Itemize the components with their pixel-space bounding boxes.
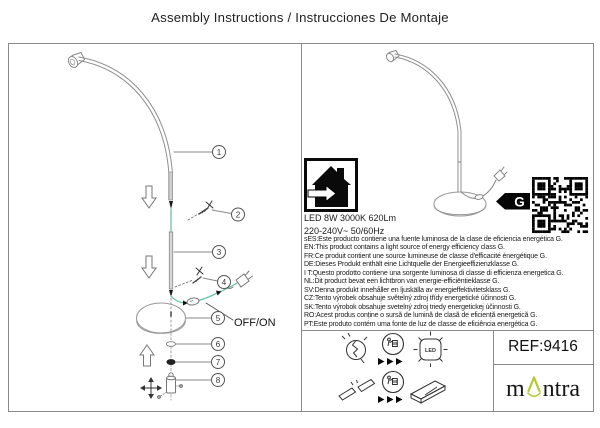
svg-text:8: 8 [215,375,221,385]
energy-line: CZ:Tento výrobek obsahuje světelný zdroj třídy energetické účinnosti G. [304,295,516,303]
broken-bulb-icon [342,333,367,363]
callout-1 [174,146,226,159]
svg-text:6: 6 [215,339,221,349]
energy-class-letter: G [514,194,525,210]
energy-line: sES:Este producto contiene una fuente luminosa de la clase de eficiencia energética G. [304,236,563,243]
svg-text:2: 2 [235,210,241,220]
energy-line: FR:Ce produit contient une source lumineuse de classe d'efficacité énergétique G. [304,252,547,260]
down-arrow-icon [142,186,156,208]
energy-line: I T:Questo prodotto contiene una sorgente luminosa di classe di efficienza energetica G. [304,269,564,277]
callout-7 [176,356,225,369]
energy-line: EN:This product contains a light source of energy efficiency class G. [304,244,505,252]
callout-5 [186,312,225,325]
base [137,303,186,333]
qr-code [530,175,590,235]
callouts [174,146,245,387]
energy-label-house-icon [306,160,357,211]
arc-arm [79,57,173,200]
offon-label: OFF/ON [234,317,276,329]
broken-tube-icon [339,380,375,401]
exploded-lamp-diagram [66,53,275,401]
callout-4 [203,276,231,289]
arm-connector-tip [169,201,173,209]
replace-with-led-icons [339,332,448,404]
energy-line: PT:Este produto contém uma fonte de luz de classe de eficiência energética G. [304,320,538,328]
screw-icon-4 [175,267,203,287]
callout-3 [174,246,226,259]
spacer-part [167,342,176,347]
svg-text:7: 7 [215,357,221,367]
move-cross-icon [141,378,161,398]
stem-part [158,373,183,399]
led-bulb-icon [414,332,448,368]
led-tube-icon [411,381,445,403]
energy-line: RO:Acest produs conține o sursă de lumină de clasă de eficiență energetică G. [304,312,538,320]
pole-section [169,232,172,289]
spec-line-2: 220-240V~ 50/60Hz [304,225,385,236]
brand-caret-icon [526,374,542,400]
energy-class-arrow [496,193,532,210]
svg-text:3: 3 [216,247,222,257]
callout-8 [176,374,225,387]
brand-letter-m: m [506,376,525,402]
energy-line: NL:Dit product bevat een lichtbron van energie-efficiëntieklasse G. [304,278,500,286]
up-arrow-icon [140,345,154,366]
energy-line: SK:Tento výrobok obsahuje svetelný zdroj triedy energetickej účinnosti G. [304,303,521,311]
energy-statements [304,236,592,329]
assembled-lamp-preview [385,51,507,217]
energy-line: SV:Denna produkt innehåller en ljuskälla av energieffektivitetsklass G. [304,286,511,294]
svg-text:1: 1 [216,147,222,157]
callout-6 [176,338,225,351]
forward-arrows-icon [378,358,403,365]
svg-text:4: 4 [221,277,227,287]
page-title: Assembly Instructions / Instrucciones De Montaje [151,10,449,25]
forward-arrows-icon [378,396,403,403]
callout-2 [212,208,245,221]
down-arrow-icon [142,256,156,278]
brand-cell [493,364,593,411]
brand-logo [506,374,580,401]
screw-icon-2 [188,201,213,220]
spec-block [304,212,396,237]
spec-line-1: LED 8W 3000K 620Lm [304,213,397,223]
svg-text:5: 5 [215,313,221,323]
energy-line: DE:Dieses Produkt enthält eine Lichtquelle der Energieeffizienzklasse G. [304,261,519,269]
ref-number: REF:9416 [508,338,578,355]
preview-plug [494,167,507,181]
brand-letters-ntra: ntra [542,376,580,402]
content-frame [8,43,594,412]
inline-switch [187,297,200,306]
recycling-icon [383,372,404,393]
led-label: LED [425,348,436,354]
recycling-icon [383,334,404,355]
washer-part [167,359,175,364]
